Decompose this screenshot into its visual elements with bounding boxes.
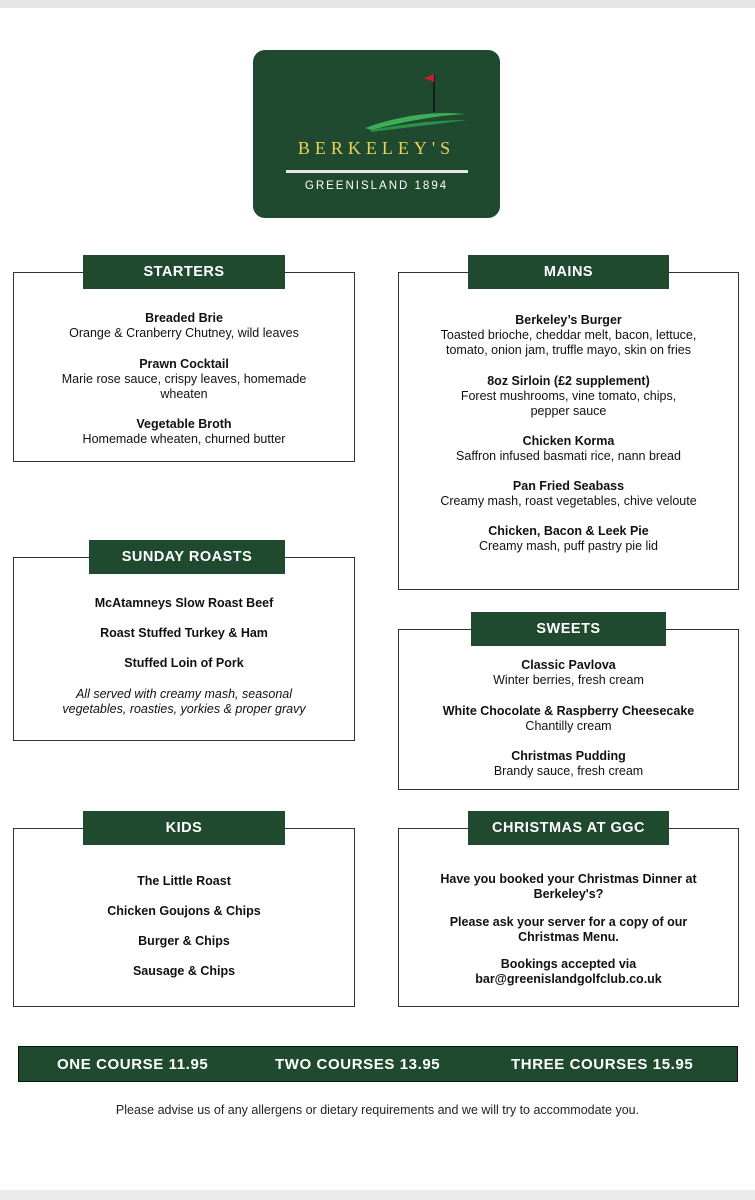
menu-item: Chicken, Bacon & Leek Pie Creamy mash, puff pastry pie lid: [478, 524, 658, 553]
brand-name: BERKELEY'S: [297, 138, 456, 158]
starters-box: [13, 272, 355, 462]
menu-item: Berkeley’s Burger Toasted brioche, cheddar melt, bacon, lettuce, tomato, onion jam, truffle mayo, skin on fries: [440, 313, 697, 357]
kids-box: [13, 828, 355, 1007]
top-edge: [0, 0, 755, 8]
prices-bar: [18, 1046, 738, 1082]
brand-subtitle: GREENISLAND 1894: [304, 180, 449, 192]
golf-flag-icon: [253, 50, 500, 218]
menu-item: Classic Pavlova Winter berries, fresh cream: [493, 658, 644, 687]
sweets-box: [398, 629, 739, 790]
menu-item: Christmas Pudding Brandy sauce, fresh cream: [493, 749, 644, 778]
christmas-title: CHRISTMAS AT GGC: [468, 811, 669, 845]
menu-item: Prawn Cocktail Marie rose sauce, crispy leaves, homemade wheaten: [61, 357, 307, 401]
mains-box: [398, 272, 739, 590]
roasts-box: [13, 557, 355, 741]
christmas-box: [398, 828, 739, 1007]
menu-item: Chicken Korma Saffron infused basmati rice, nann bread: [456, 434, 681, 463]
menu-item: Roast Stuffed Turkey & Ham: [100, 626, 268, 640]
menu-item: McAtamneys Slow Roast Beef: [94, 596, 274, 610]
menu-item: Vegetable Broth Homemade wheaten, churned butter: [82, 417, 286, 446]
roasts-title: SUNDAY ROASTS: [89, 540, 285, 574]
mains-title: MAINS: [468, 255, 669, 289]
christmas-line: Bookings accepted via bar@greenislandgolfclub.co.uk: [475, 957, 662, 986]
menu-item: Burger & Chips: [138, 934, 230, 948]
menu-item: 8oz Sirloin (£2 supplement) Forest mushrooms, vine tomato, chips, pepper sauce: [460, 374, 677, 418]
logo: [253, 50, 500, 218]
kids-title: KIDS: [83, 811, 285, 845]
price-three-courses: THREE COURSES 15.95: [511, 1056, 694, 1073]
menu-item: White Chocolate & Raspberry Cheesecake Chantilly cream: [442, 704, 695, 733]
price-two-courses: TWO COURSES 13.95: [275, 1056, 441, 1073]
menu-item: Breaded Brie Orange & Cranberry Chutney, wild leaves: [69, 311, 299, 340]
christmas-line: Have you booked your Christmas Dinner at Berkeley's?: [440, 872, 697, 901]
menu-item: Stuffed Loin of Pork: [124, 656, 244, 670]
menu-item: Sausage & Chips: [132, 964, 236, 978]
christmas-line: Please ask your server for a copy of our Christmas Menu.: [449, 915, 688, 944]
price-one-course: ONE COURSE 11.95: [57, 1056, 209, 1073]
bottom-edge: [0, 1190, 755, 1200]
sweets-title: SWEETS: [471, 612, 666, 646]
menu-item: The Little Roast: [137, 874, 231, 888]
menu-item: Pan Fried Seabass Creamy mash, roast vegetables, chive veloute: [440, 479, 697, 508]
roasts-note: All served with creamy mash, seasonal vegetables, roasties, yorkies & proper gravy: [62, 687, 306, 716]
starters-title: STARTERS: [83, 255, 285, 289]
logo-rule: [286, 170, 468, 173]
allergen-notice: Please advise us of any allergens or dietary requirements and we will try to accommodate you.: [115, 1103, 640, 1117]
menu-item: Chicken Goujons & Chips: [107, 904, 261, 918]
